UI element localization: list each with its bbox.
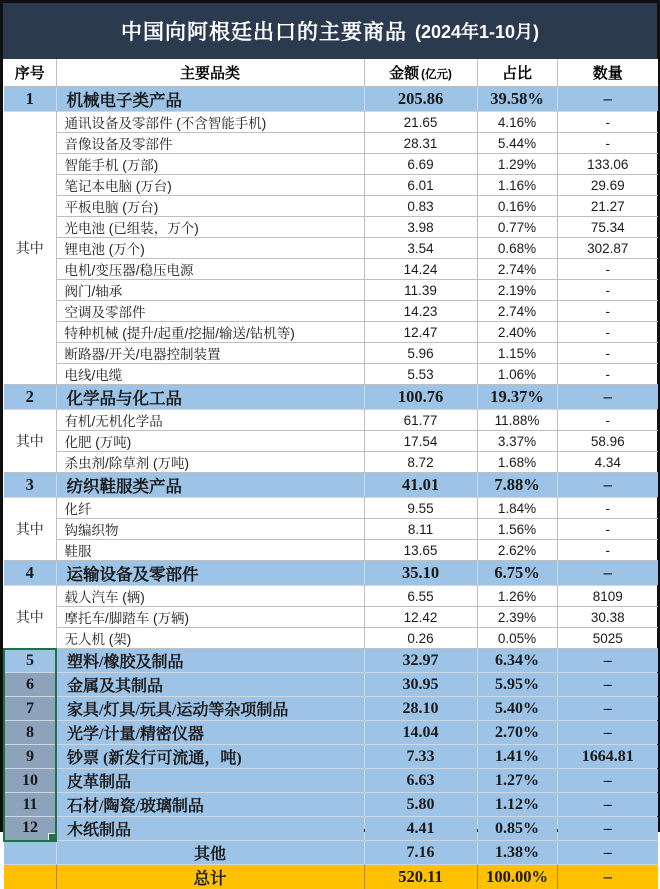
- table-row: [4, 133, 658, 154]
- cell-category[interactable]: 钞票 (新发行可流通，吨): [56, 745, 364, 769]
- cell-share[interactable]: 0.77%: [477, 217, 557, 238]
- table-row: [4, 452, 658, 473]
- cell-zhong[interactable]: 其中: [4, 410, 56, 473]
- cell-amount[interactable]: 6.01: [364, 175, 477, 196]
- cell-amount[interactable]: 21.65: [364, 112, 477, 133]
- cell-share[interactable]: 2.40%: [477, 322, 557, 343]
- cell-qty[interactable]: –: [557, 817, 658, 841]
- cell-share[interactable]: 0.85%: [477, 817, 557, 841]
- cell-amount[interactable]: 3.54: [364, 238, 477, 259]
- cell-seq[interactable]: 2: [4, 385, 56, 410]
- cell-share[interactable]: 6.34%: [477, 649, 557, 673]
- cell-category[interactable]: 金属及其制品: [56, 673, 364, 697]
- cell-qty[interactable]: 21.27: [557, 196, 658, 217]
- table-row: [4, 540, 658, 561]
- cell-amount[interactable]: 8.72: [364, 452, 477, 473]
- table-row: [4, 154, 658, 175]
- cell-category[interactable]: 化纤: [56, 498, 364, 519]
- cell-category[interactable]: 特种机械 (提升/起重/挖掘/输送/钻机等): [56, 322, 364, 343]
- cell-qty[interactable]: -: [557, 112, 658, 133]
- cell-amount[interactable]: 13.65: [364, 540, 477, 561]
- cell-category[interactable]: 电机/变压器/稳压电源: [56, 259, 364, 280]
- cell-amount[interactable]: 205.86: [364, 87, 477, 112]
- cell-share[interactable]: 5.44%: [477, 133, 557, 154]
- cell-category[interactable]: 塑料/橡胶及制品: [56, 649, 364, 673]
- cell-category[interactable]: 音像设备及零部件: [56, 133, 364, 154]
- cell-share[interactable]: 2.74%: [477, 301, 557, 322]
- cell-seq[interactable]: 6: [4, 673, 56, 697]
- cell-category[interactable]: 智能手机 (万部): [56, 154, 364, 175]
- cell-share[interactable]: 5.95%: [477, 673, 557, 697]
- cell-seq[interactable]: 3: [4, 473, 56, 498]
- header-row: [4, 59, 658, 87]
- cell-share[interactable]: 1.27%: [477, 769, 557, 793]
- cell-qty[interactable]: -: [557, 280, 658, 301]
- export-table: [3, 59, 658, 889]
- amount-label: 金额: [389, 65, 419, 82]
- table-row: [4, 628, 658, 649]
- cell-seq[interactable]: 1: [4, 87, 56, 112]
- cell-share[interactable]: 1.68%: [477, 452, 557, 473]
- cell-category[interactable]: 皮革制品: [56, 769, 364, 793]
- table-row: [4, 431, 658, 452]
- cell-qty[interactable]: -: [557, 498, 658, 519]
- cell-amount[interactable]: 61.77: [364, 410, 477, 431]
- cell-amount[interactable]: 6.63: [364, 769, 477, 793]
- cell-category[interactable]: 无人机 (架): [56, 628, 364, 649]
- cell-amount[interactable]: 14.04: [364, 721, 477, 745]
- cell-amount[interactable]: 7.33: [364, 745, 477, 769]
- cell-qty[interactable]: –: [557, 769, 658, 793]
- cell-qty[interactable]: –: [557, 561, 658, 586]
- cell-category[interactable]: 通讯设备及零部件 (不含智能手机): [56, 112, 364, 133]
- cell-category[interactable]: 化学品与化工品: [56, 385, 364, 410]
- cell-category[interactable]: 阀门/轴承: [56, 280, 364, 301]
- cell-qty[interactable]: 29.69: [557, 175, 658, 196]
- cell-seq[interactable]: 10: [4, 769, 56, 793]
- cell-amount[interactable]: 14.24: [364, 259, 477, 280]
- cell-share[interactable]: 1.41%: [477, 745, 557, 769]
- cell-category[interactable]: 摩托车/脚踏车 (万辆): [56, 607, 364, 628]
- cell-share[interactable]: 1.29%: [477, 154, 557, 175]
- cell-category[interactable]: 运输设备及零部件: [56, 561, 364, 586]
- col-header-amount[interactable]: [364, 59, 477, 87]
- title-period: (2024年1-10月): [415, 18, 539, 44]
- cell-amount[interactable]: 100.76: [364, 385, 477, 410]
- table-row: [4, 607, 658, 628]
- cell-qty[interactable]: 5025: [557, 628, 658, 649]
- table-row: [4, 498, 658, 519]
- cell-category[interactable]: 有机/无机化学品: [56, 410, 364, 431]
- table-row: [4, 769, 658, 793]
- cell-qty[interactable]: 8109: [557, 586, 658, 607]
- col-header-seq[interactable]: 序号: [4, 59, 56, 87]
- table-row: [4, 385, 658, 410]
- table-row: [4, 673, 658, 697]
- cell-seq[interactable]: 7: [4, 697, 56, 721]
- cell-zhong[interactable]: 其中: [4, 498, 56, 561]
- cell-category[interactable]: 家具/灯具/玩具/运动等杂项制品: [56, 697, 364, 721]
- cell-category[interactable]: 光电池 (已组装，万个): [56, 217, 364, 238]
- cell-amount[interactable]: 7.16: [364, 841, 477, 865]
- cell-share[interactable]: 39.58%: [477, 87, 557, 112]
- cell-amount[interactable]: 6.55: [364, 586, 477, 607]
- cell-category[interactable]: 总计: [56, 865, 364, 889]
- cell-qty[interactable]: –: [557, 865, 658, 889]
- table-row: [4, 87, 658, 112]
- cell-seq[interactable]: [4, 865, 56, 889]
- table-row: [4, 343, 658, 364]
- cell-amount[interactable]: 5.53: [364, 364, 477, 385]
- cell-seq[interactable]: [4, 841, 56, 865]
- cell-qty[interactable]: -: [557, 343, 658, 364]
- cell-qty[interactable]: -: [557, 540, 658, 561]
- cell-qty[interactable]: 4.34: [557, 452, 658, 473]
- cell-category[interactable]: 载人汽车 (辆): [56, 586, 364, 607]
- cell-category[interactable]: 木纸制品: [56, 817, 364, 841]
- cell-qty[interactable]: –: [557, 385, 658, 410]
- cell-category[interactable]: 锂电池 (万个): [56, 238, 364, 259]
- cell-seq[interactable]: 12: [4, 817, 56, 841]
- cell-share[interactable]: 1.12%: [477, 793, 557, 817]
- cell-share[interactable]: 100.00%: [477, 865, 557, 889]
- amount-unit-label: (亿元): [421, 69, 452, 81]
- cell-qty[interactable]: 1664.81: [557, 745, 658, 769]
- table-row: [4, 238, 658, 259]
- cell-category[interactable]: 断路器/开关/电器控制装置: [56, 343, 364, 364]
- cell-share[interactable]: 3.37%: [477, 431, 557, 452]
- cell-qty[interactable]: –: [557, 673, 658, 697]
- cell-share[interactable]: 1.16%: [477, 175, 557, 196]
- cell-category[interactable]: 纺织鞋服类产品: [56, 473, 364, 498]
- cell-qty[interactable]: -: [557, 364, 658, 385]
- cell-category[interactable]: 光学/计量/精密仪器: [56, 721, 364, 745]
- cell-amount[interactable]: 28.10: [364, 697, 477, 721]
- table-row: [4, 586, 658, 607]
- cell-amount[interactable]: 5.96: [364, 343, 477, 364]
- cell-qty[interactable]: -: [557, 259, 658, 280]
- cell-amount[interactable]: 28.31: [364, 133, 477, 154]
- cell-amount[interactable]: 4.41: [364, 817, 477, 841]
- cell-share[interactable]: 2.62%: [477, 540, 557, 561]
- cell-share[interactable]: 0.68%: [477, 238, 557, 259]
- cell-qty[interactable]: -: [557, 133, 658, 154]
- cell-seq[interactable]: 8: [4, 721, 56, 745]
- cell-share[interactable]: 7.88%: [477, 473, 557, 498]
- table-row: [4, 301, 658, 322]
- cell-category[interactable]: 钩编织物: [56, 519, 364, 540]
- cell-category[interactable]: 笔记本电脑 (万台): [56, 175, 364, 196]
- cell-share[interactable]: 0.16%: [477, 196, 557, 217]
- cell-qty[interactable]: 302.87: [557, 238, 658, 259]
- cell-share[interactable]: 1.06%: [477, 364, 557, 385]
- cell-seq[interactable]: 11: [4, 793, 56, 817]
- cell-share[interactable]: 5.40%: [477, 697, 557, 721]
- table-row: [4, 841, 658, 865]
- table-row: [4, 280, 658, 301]
- title-text: 中国向阿根廷出口的主要商品: [121, 16, 407, 46]
- cell-share[interactable]: 1.84%: [477, 498, 557, 519]
- table-row: [4, 793, 658, 817]
- table-row: [4, 697, 658, 721]
- cell-qty[interactable]: –: [557, 697, 658, 721]
- cell-amount[interactable]: 0.26: [364, 628, 477, 649]
- table-row: [4, 745, 658, 769]
- table-row: [4, 817, 658, 841]
- cell-category[interactable]: 化肥 (万吨): [56, 431, 364, 452]
- col-header-share[interactable]: 占比: [477, 59, 557, 87]
- cell-amount[interactable]: 9.55: [364, 498, 477, 519]
- cell-qty[interactable]: -: [557, 322, 658, 343]
- cell-category[interactable]: 空调及零部件: [56, 301, 364, 322]
- cell-share[interactable]: 1.38%: [477, 841, 557, 865]
- table-row: [4, 217, 658, 238]
- cell-qty[interactable]: –: [557, 721, 658, 745]
- cell-amount[interactable]: 17.54: [364, 431, 477, 452]
- cell-seq[interactable]: 4: [4, 561, 56, 586]
- selection-fill-handle[interactable]: [48, 833, 56, 841]
- cell-qty[interactable]: –: [557, 793, 658, 817]
- cell-amount[interactable]: 0.83: [364, 196, 477, 217]
- cell-category[interactable]: 电线/电缆: [56, 364, 364, 385]
- cell-amount[interactable]: 11.39: [364, 280, 477, 301]
- cell-amount[interactable]: 41.01: [364, 473, 477, 498]
- col-header-qty[interactable]: 数量: [557, 59, 658, 87]
- cell-amount[interactable]: 8.11: [364, 519, 477, 540]
- table-row: [4, 259, 658, 280]
- cell-qty[interactable]: -: [557, 519, 658, 540]
- cell-category[interactable]: 石材/陶瓷/玻璃制品: [56, 793, 364, 817]
- cell-category[interactable]: 杀虫剂/除草剂 (万吨): [56, 452, 364, 473]
- cell-amount[interactable]: 3.98: [364, 217, 477, 238]
- cell-share[interactable]: 2.70%: [477, 721, 557, 745]
- col-header-category[interactable]: 主要品类: [56, 59, 364, 87]
- cell-zhong[interactable]: 其中: [4, 586, 56, 649]
- cell-qty[interactable]: 30.38: [557, 607, 658, 628]
- cell-seq[interactable]: 5: [4, 649, 56, 673]
- table-row: [4, 721, 658, 745]
- table-row: [4, 196, 658, 217]
- cell-share[interactable]: 2.19%: [477, 280, 557, 301]
- cell-qty[interactable]: –: [557, 841, 658, 865]
- cell-qty[interactable]: -: [557, 301, 658, 322]
- cell-amount[interactable]: 30.95: [364, 673, 477, 697]
- cell-amount[interactable]: 520.11: [364, 865, 477, 889]
- cell-category[interactable]: 机械电子类产品: [56, 87, 364, 112]
- cell-seq[interactable]: 9: [4, 745, 56, 769]
- table-row: [4, 410, 658, 431]
- table-row: [4, 175, 658, 196]
- cell-amount[interactable]: 35.10: [364, 561, 477, 586]
- cell-category[interactable]: 鞋服: [56, 540, 364, 561]
- cell-qty[interactable]: -: [557, 410, 658, 431]
- cell-qty[interactable]: 133.06: [557, 154, 658, 175]
- cell-share[interactable]: 11.88%: [477, 410, 557, 431]
- cell-share[interactable]: 4.16%: [477, 112, 557, 133]
- cell-share[interactable]: 1.56%: [477, 519, 557, 540]
- table-row: [4, 322, 658, 343]
- cell-category[interactable]: 平板电脑 (万台): [56, 196, 364, 217]
- cell-zhong[interactable]: 其中: [4, 112, 56, 385]
- table-row: [4, 561, 658, 586]
- cell-qty[interactable]: 75.34: [557, 217, 658, 238]
- cell-qty[interactable]: –: [557, 649, 658, 673]
- cell-amount[interactable]: 12.42: [364, 607, 477, 628]
- cell-share[interactable]: 2.39%: [477, 607, 557, 628]
- cell-amount[interactable]: 5.80: [364, 793, 477, 817]
- cell-share[interactable]: 2.74%: [477, 259, 557, 280]
- cell-share[interactable]: 0.05%: [477, 628, 557, 649]
- table-row: [4, 364, 658, 385]
- cell-qty[interactable]: –: [557, 87, 658, 112]
- table-title-bar: [3, 3, 657, 59]
- cell-share[interactable]: 1.15%: [477, 343, 557, 364]
- cell-share[interactable]: 19.37%: [477, 385, 557, 410]
- table-row: [4, 649, 658, 673]
- cell-amount[interactable]: 32.97: [364, 649, 477, 673]
- table-row: [4, 865, 658, 889]
- cell-share[interactable]: 1.26%: [477, 586, 557, 607]
- cell-amount[interactable]: 14.23: [364, 301, 477, 322]
- cell-qty[interactable]: –: [557, 473, 658, 498]
- cell-amount[interactable]: 12.47: [364, 322, 477, 343]
- table-body: [4, 87, 658, 889]
- cell-amount[interactable]: 6.69: [364, 154, 477, 175]
- table-row: [4, 112, 658, 133]
- cell-share[interactable]: 6.75%: [477, 561, 557, 586]
- table-row: [4, 519, 658, 540]
- table-row: [4, 473, 658, 498]
- cell-qty[interactable]: 58.96: [557, 431, 658, 452]
- cell-category[interactable]: 其他: [56, 841, 364, 865]
